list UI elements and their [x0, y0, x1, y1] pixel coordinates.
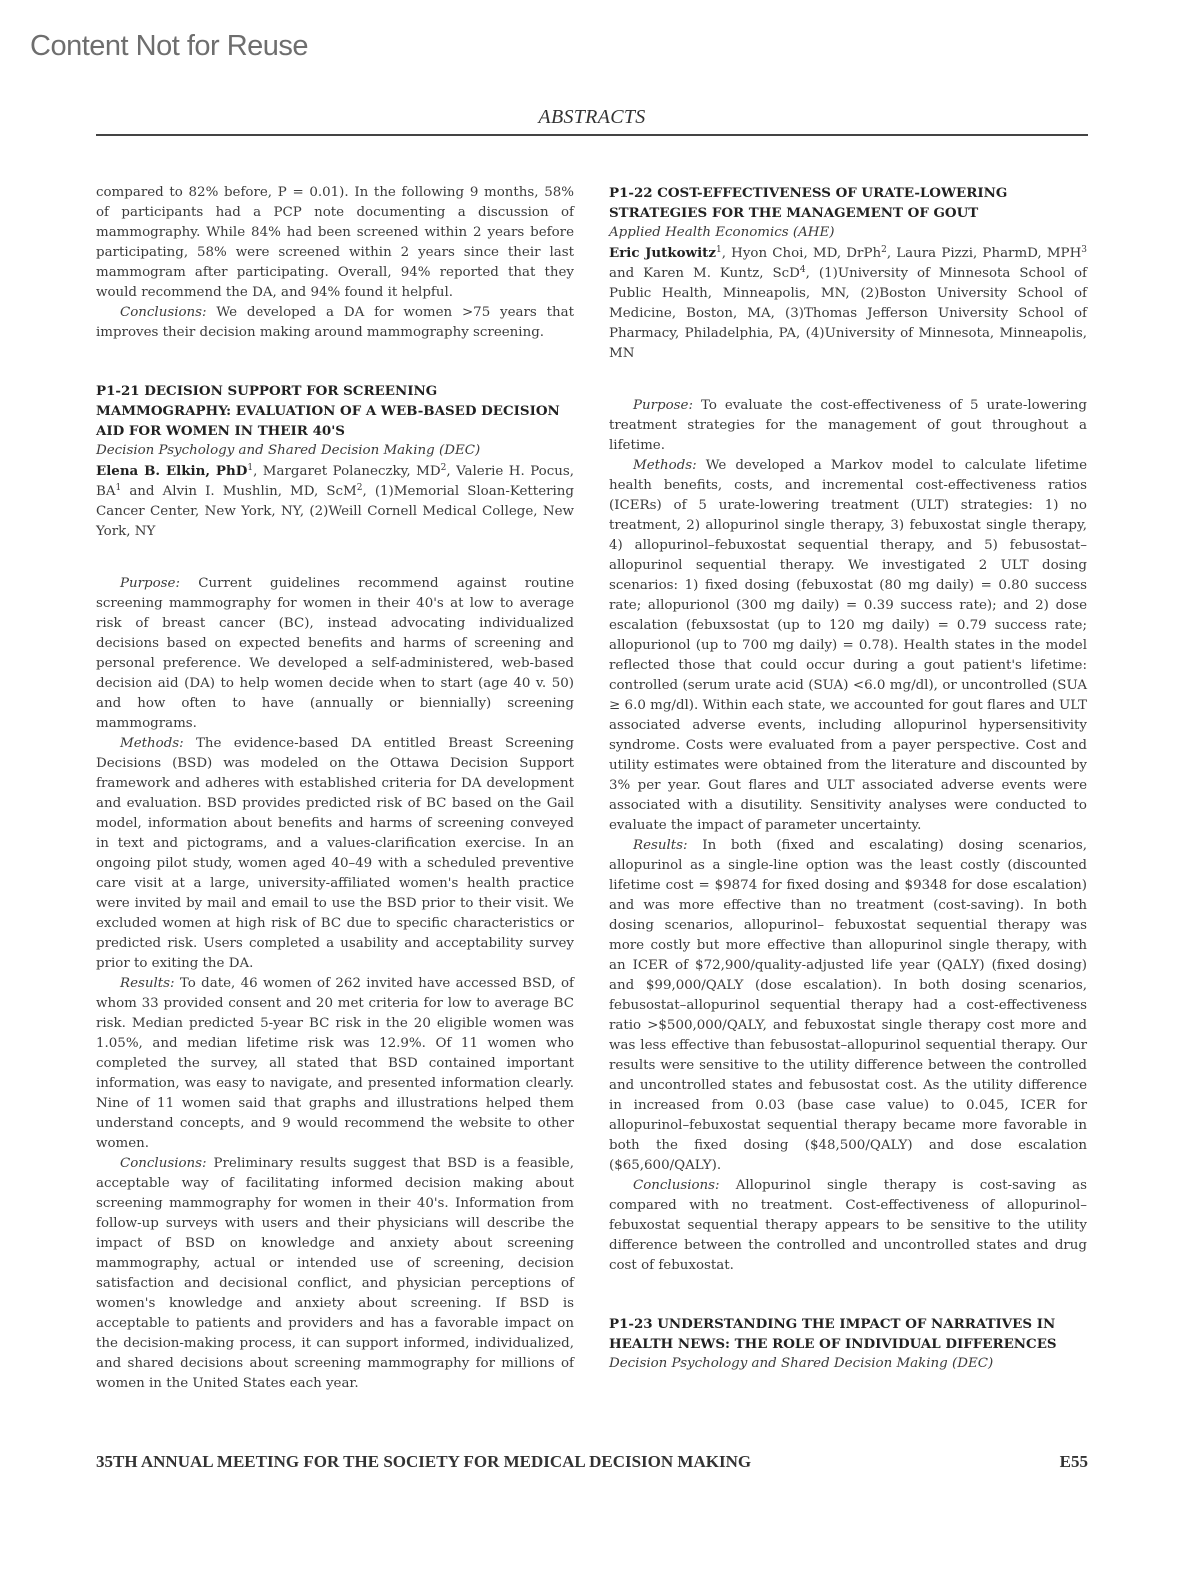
author: , Valerie H. Pocus, BA	[96, 464, 574, 499]
meeting-name: 35TH ANNUAL MEETING FOR THE SOCIETY FOR MEDICAL DECISION MAKING	[96, 1452, 752, 1471]
abstract-title: P1-22 COST-EFFECTIVENESS OF URATE-LOWERING STRATEGIES FOR THE MANAGEMENT OF GOUT	[609, 185, 1008, 221]
page-footer	[96, 1452, 1088, 1472]
conclusions-paragraph	[96, 1154, 574, 1394]
author: and Karen M. Kuntz, ScD	[609, 266, 800, 281]
methods-paragraph	[96, 734, 574, 974]
abstract-title: P1-21 DECISION SUPPORT FOR SCREENING MAMMOGRAPHY: EVALUATION OF A WEB-BASED DECISION AID FOR WOMEN IN THEIR 40'S	[96, 383, 560, 439]
watermark: Content Not for Reuse	[30, 30, 309, 62]
right-column	[609, 183, 1087, 1374]
affiliation-marker: 3	[1081, 245, 1087, 255]
author: , Laura Pizzi, PharmD, MPH	[886, 246, 1082, 261]
methods-label: Methods:	[633, 458, 697, 473]
purpose-label: Purpose:	[633, 398, 693, 413]
affiliation-marker: 1	[247, 463, 254, 473]
abstract-p1-21	[96, 381, 574, 1394]
abstract-p1-22	[609, 183, 1087, 1276]
conclusions-label: Conclusions:	[633, 1178, 720, 1193]
author: , Margaret Polaneczky, MD	[253, 464, 441, 479]
abstract-p1-23	[609, 1314, 1087, 1374]
conclusions-text: Preliminary results suggest that BSD is a feasible, acceptable way of facilitating informed decision making about screening mammography for women in their 40's. Information from follow-up surveys with users and their physicians will describe the impact of BSD on knowledge and anxiety about screening mammography, actual or intended use of screening, decision satisfaction and decisional conflict, and physician perceptions of women's knowledge and anxiety about screening. If BSD is acceptable to patients and providers and has a favorable impact on the decision-making process, it can support informed, individualized, and shared decisions about screening mammography for millions of women in the United States each year.	[96, 1156, 574, 1391]
results-text: To date, 46 women of 262 invited have accessed BSD, of whom 33 provided consent and 20 met criteria for low to average BC risk. Median predicted 5-year BC risk in the 20 eligible women was 1.05%, and median lifetime risk was 12.9%. Of 11 women who completed the survey, all stated that BSD contained important information, was easy to navigate, and presented information clearly. Nine of 11 women said that graphs and illustrations helped them understand concepts, and 9 would recommend the website to other women.	[96, 976, 574, 1151]
lead-author: Elena B. Elkin, PhD	[96, 463, 248, 479]
affiliations: , (1)University of Minnesota School of Public Health, Minneapolis, MN, (2)Boston University School of Medicine, Boston, MA, (3)Thomas Jefferson University School of Pharmacy, Philadelphia, PA, (4)University of Minnesota, Minneapolis, MN	[609, 266, 1087, 361]
abstract-track: Applied Health Economics (AHE)	[609, 225, 835, 240]
results-label: Results:	[633, 838, 688, 853]
abstract-track: Decision Psychology and Shared Decision Making (DEC)	[609, 1356, 994, 1371]
spacer	[96, 343, 574, 381]
conclusions-paragraph	[609, 1176, 1087, 1276]
affiliation-marker: 4	[799, 265, 806, 275]
affiliation-marker: 2	[356, 483, 363, 493]
affiliation-marker: 1	[715, 245, 722, 255]
affiliation-marker: 2	[881, 245, 887, 255]
results-paragraph	[96, 974, 574, 1154]
header-rule	[96, 134, 1088, 136]
conclusions-text: We developed a DA for women >75 years that improves their decision making around mammography screening.	[96, 305, 574, 340]
abstract-authors	[609, 243, 1087, 364]
abstract-authors	[96, 461, 574, 542]
continuation-paragraph: compared to 82% before, P = 0.01). In the following 9 months, 58% of participants had a PCP note documenting a discussion of mammography. While 84% had been screened within 2 years before participating, 58% were screened within 2 years since their last mammogram after participating. Overall, 94% reported that they would recommend the DA, and 94% found it helpful.	[96, 185, 574, 300]
conclusions-text: Allopurinol single therapy is cost-saving as compared with no treatment. Cost-effectiveness of allopurinol–febuxostat sequential therapy appears to be sensitive to the utility difference between the controlled and uncontrolled states and drug cost of febuxostat.	[609, 1178, 1087, 1273]
abstract-track: Decision Psychology and Shared Decision Making (DEC)	[96, 443, 481, 458]
author: , Hyon Choi, MD, DrPh	[721, 246, 882, 261]
continuation-conclusions	[96, 303, 574, 343]
methods-paragraph	[609, 456, 1087, 836]
affiliations: , (1)Memorial Sloan-Kettering Cancer Center, New York, NY, (2)Weill Cornell Medical College, New York, NY	[96, 484, 574, 539]
purpose-paragraph	[609, 396, 1087, 456]
left-column	[96, 183, 574, 1394]
spacer	[609, 364, 1087, 396]
running-head: ABSTRACTS	[538, 106, 646, 128]
author: and Alvin I. Mushlin, MD, ScM	[121, 484, 357, 499]
purpose-text: Current guidelines recommend against routine screening mammography for women in their 40's at low to average risk of breast cancer (BC), instead advocating individualized decisions based on expected benefits and harms of screening and personal preference. We developed a self-administered, web-based decision aid (DA) to help women decide when to start (age 40 v. 50) and how often to have (annually or biennially) screening mammograms.	[96, 576, 574, 731]
page-number: E55	[1059, 1452, 1088, 1471]
spacer	[96, 542, 574, 574]
methods-text: The evidence-based DA entitled Breast Screening Decisions (BSD) was modeled on the Ottawa Decision Support framework and adheres with established criteria for DA development and evaluation. BSD provides predicted risk of BC based on the Gail model, information about benefits and harms of screening conveyed in text and pictograms, and a values-clarification exercise. In an ongoing pilot study, women aged 40–49 with a scheduled preventive care visit at a large, university-affiliated women's health practice were invited by mail and email to use the BSD prior to their visit. We excluded women at high risk of BC due to specific characteristics or predicted risk. Users completed a usability and acceptability survey prior to exiting the DA.	[96, 736, 574, 971]
lead-author: Eric Jutkowitz	[609, 245, 716, 261]
conclusions-label: Conclusions:	[120, 1156, 207, 1171]
purpose-paragraph	[96, 574, 574, 734]
results-text: In both (fixed and escalating) dosing scenarios, allopurinol as a single-line option was the least costly (discounted lifetime cost = $9874 for fixed dosing and $9348 for dose escalation) and was more effective than no treatment (cost-saving). In both dosing scenarios, allopurinol– febuxostat sequential therapy was more costly but more effective than allopurinol single therapy, with an ICER of $72,900/quality-adjusted life year (QALY) (fixed dosing) and $99,000/QALY (dose escalation). In both dosing scenarios, febusostat–allopurinol sequential therapy had a cost-effectiveness ratio >$500,000/QALY, and febuxostat single therapy cost more and was less effective than febusostat–allopurinol sequential therapy. Our results were sensitive to the utility difference between the controlled and uncontrolled states and febusostat cost. As the utility difference in increased from 0.03 (base case value) to 0.045, ICER for allopurinol–febuxostat sequential therapy became more favorable in both the fixed dosing ($48,500/QALY) and dose escalation ($65,600/QALY).	[609, 838, 1087, 1173]
conclusions-label: Conclusions:	[120, 305, 207, 320]
results-label: Results:	[120, 976, 175, 991]
affiliation-marker: 2	[440, 463, 447, 473]
abstract-title: P1-23 UNDERSTANDING THE IMPACT OF NARRATIVES IN HEALTH NEWS: THE ROLE OF INDIVIDUAL DIFFERENCES	[609, 1316, 1057, 1352]
spacer	[609, 1276, 1087, 1314]
purpose-text: To evaluate the cost-effectiveness of 5 urate-lowering treatment strategies for the management of gout throughout a lifetime.	[609, 398, 1087, 453]
results-paragraph	[609, 836, 1087, 1176]
methods-label: Methods:	[120, 736, 184, 751]
methods-text: We developed a Markov model to calculate lifetime health benefits, costs, and incremental cost-effectiveness ratios (ICERs) of 5 urate-lowering treatment (ULT) strategies: 1) no treatment, 2) allopurinol single therapy, 3) febuxostat single therapy, 4) allopurinol–febuxostat sequential therapy, and 5) febusostat–allopurinol sequential therapy. We investigated 2 ULT dosing scenarios: 1) fixed dosing (febuxostat (80 mg daily) = 0.80 success rate; allopurionol (300 mg daily) = 0.39 success rate); and 2) dose escalation (febuxsostat (up to 120 mg daily) = 0.79 success rate; allopurionol (up to 700 mg daily) = 0.78). Health states in the model reflected those that could occur during a gout patient's lifetime: controlled (serum urate acid (SUA) <6.0 mg/dl), or uncontrolled (SUA ≥ 6.0 mg/dl). Within each state, we accounted for gout flares and ULT associated adverse events, including allopurinol hypersensitivity syndrome. Costs were evaluated from a payer perspective. Cost and utility estimates were obtained from the literature and discounted by 3% per year. Gout flares and ULT associated adverse events were associated with a disutility. Sensitivity analyses were conducted to evaluate the impact of parameter uncertainty.	[609, 458, 1087, 833]
affiliation-marker: 1	[115, 483, 122, 493]
purpose-label: Purpose:	[120, 576, 180, 591]
